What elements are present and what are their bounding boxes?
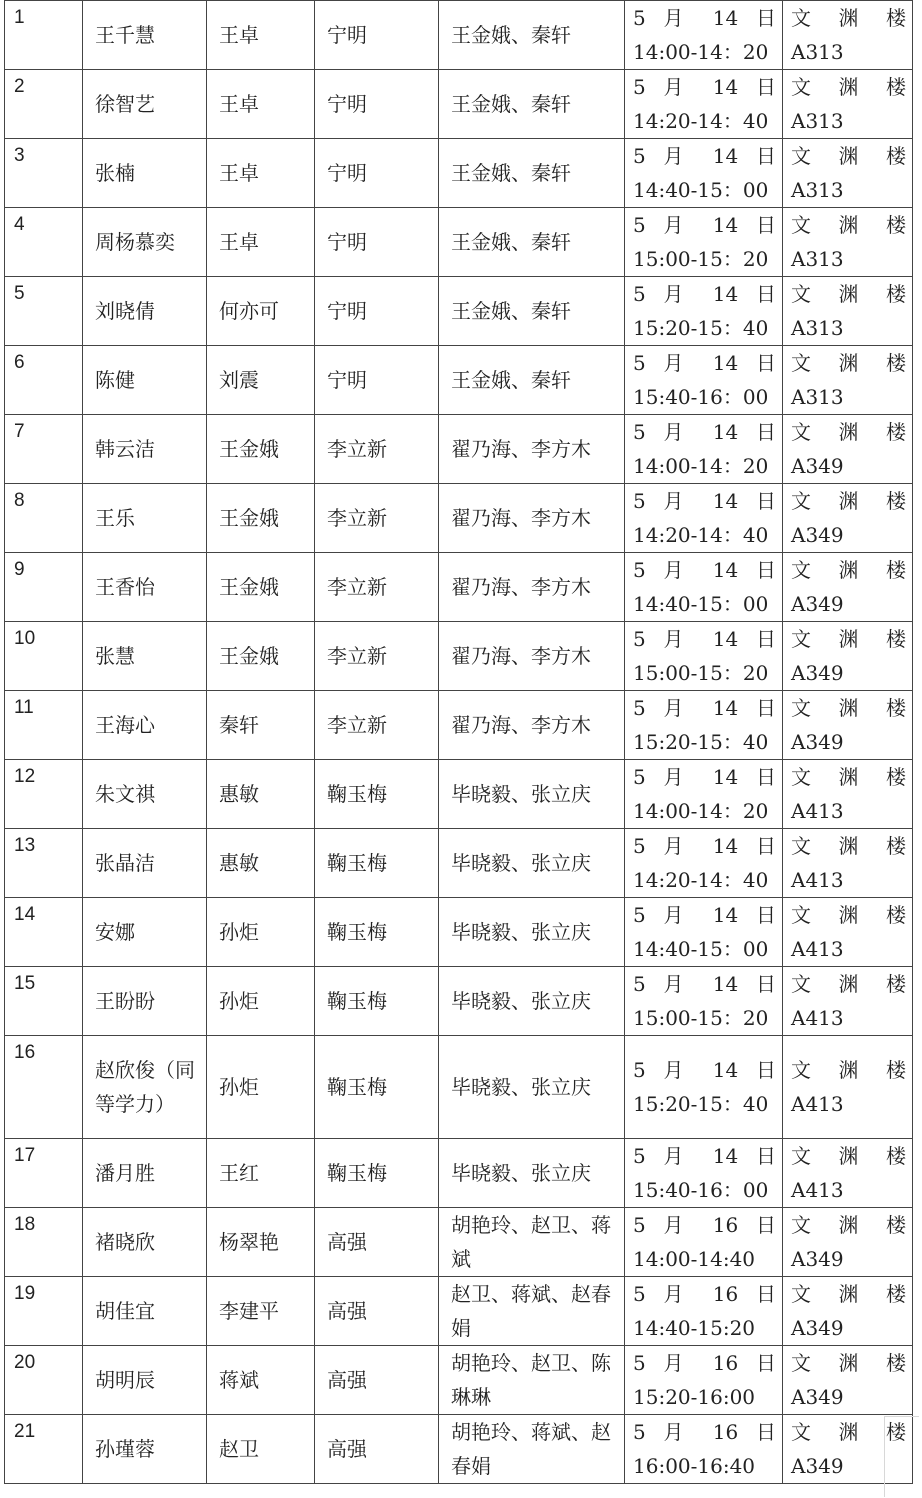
committee-members: 王金娥、秦轩 [439,346,625,415]
room-number: A413 [791,799,844,823]
table-row [5,1,913,70]
student-name: 韩云洁 [83,415,207,484]
defense-date: 5 月 14 日 [633,1144,776,1168]
advisor-name: 秦轩 [207,691,315,760]
committee-members: 胡艳玲、赵卫、蒋斌 [439,1208,625,1277]
defense-date: 5 月 14 日 [633,903,776,927]
defense-time-range: 16:00-16:40 [633,1454,756,1478]
table-row [5,346,913,415]
committee-chair: 李立新 [315,415,439,484]
room-number: A313 [791,385,844,409]
table-row [5,1415,913,1484]
room-number: A349 [791,454,844,478]
defense-date: 5 月 14 日 [633,75,776,99]
committee-members: 胡艳玲、蒋斌、赵春娟 [439,1415,625,1484]
room-number: A349 [791,730,844,754]
defense-location [783,1036,913,1139]
committee-members: 翟乃海、李方木 [439,691,625,760]
defense-time [625,1139,783,1208]
advisor-name: 李建平 [207,1277,315,1346]
table-row [5,967,913,1036]
room-number: A413 [791,937,844,961]
student-name: 陈健 [83,346,207,415]
row-number: 14 [5,898,83,967]
committee-members: 王金娥、秦轩 [439,70,625,139]
room-number: A413 [791,868,844,892]
defense-time-range: 14:00-14：20 [633,799,769,823]
row-number: 10 [5,622,83,691]
room-number: A349 [791,592,844,616]
defense-date: 5 月 14 日 [633,144,776,168]
advisor-name: 王卓 [207,139,315,208]
student-name: 张晶洁 [83,829,207,898]
room-number: A313 [791,247,844,271]
building-name: 文 渊 楼 [791,282,906,306]
committee-chair: 宁明 [315,70,439,139]
building-name: 文 渊 楼 [791,627,906,651]
defense-time [625,898,783,967]
defense-time [625,346,783,415]
committee-members: 赵卫、蒋斌、赵春娟 [439,1277,625,1346]
defense-location [783,1277,913,1346]
defense-time [625,1415,783,1484]
defense-time [625,622,783,691]
committee-members: 王金娥、秦轩 [439,139,625,208]
committee-chair: 宁明 [315,139,439,208]
committee-chair: 李立新 [315,484,439,553]
defense-date: 5 月 14 日 [633,6,776,30]
student-name: 安娜 [83,898,207,967]
defense-date: 5 月 14 日 [633,834,776,858]
room-number: A413 [791,1092,844,1116]
student-name: 赵欣俊（同等学力） [83,1036,207,1139]
building-name: 文 渊 楼 [791,489,906,513]
advisor-name: 王金娥 [207,415,315,484]
building-name: 文 渊 楼 [791,696,906,720]
defense-time-range: 14:00-14：20 [633,454,769,478]
committee-chair: 鞠玉梅 [315,967,439,1036]
row-number: 4 [5,208,83,277]
defense-time [625,415,783,484]
defense-location [783,553,913,622]
defense-time-range: 15:20-15：40 [633,1092,769,1116]
table-row [5,70,913,139]
defense-time-range: 15:00-15：20 [633,661,769,685]
table-row [5,277,913,346]
defense-date: 5 月 14 日 [633,213,776,237]
defense-date: 5 月 16 日 [633,1282,776,1306]
advisor-name: 孙炬 [207,1036,315,1139]
committee-chair: 宁明 [315,208,439,277]
advisor-name: 孙炬 [207,967,315,1036]
defense-time-range: 15:00-15：20 [633,1006,769,1030]
student-name: 潘月胜 [83,1139,207,1208]
committee-members: 毕晓毅、张立庆 [439,1036,625,1139]
corner-marker [884,1416,919,1497]
defense-time [625,829,783,898]
defense-date: 5 月 14 日 [633,972,776,996]
committee-chair: 李立新 [315,691,439,760]
committee-members: 翟乃海、李方木 [439,484,625,553]
building-name: 文 渊 楼 [791,972,906,996]
building-name: 文 渊 楼 [791,75,906,99]
building-name: 文 渊 楼 [791,1058,906,1082]
row-number: 19 [5,1277,83,1346]
room-number: A413 [791,1006,844,1030]
committee-chair: 鞠玉梅 [315,829,439,898]
building-name: 文 渊 楼 [791,1144,906,1168]
student-name: 孙瑾蓉 [83,1415,207,1484]
defense-time [625,760,783,829]
row-number: 1 [5,1,83,70]
committee-chair: 鞠玉梅 [315,1036,439,1139]
defense-time-range: 15:20-15：40 [633,316,769,340]
student-name: 朱文祺 [83,760,207,829]
defense-time [625,208,783,277]
defense-time-range: 14:20-14：40 [633,868,769,892]
committee-members: 王金娥、秦轩 [439,277,625,346]
defense-time-range: 15:20-16:00 [633,1385,756,1409]
student-name: 王盼盼 [83,967,207,1036]
defense-date: 5 月 14 日 [633,351,776,375]
student-name: 胡佳宜 [83,1277,207,1346]
building-name: 文 渊 楼 [791,1282,906,1306]
row-number: 18 [5,1208,83,1277]
defense-location [783,1208,913,1277]
defense-date: 5 月 14 日 [633,765,776,789]
defense-location [783,622,913,691]
table-row [5,1208,913,1277]
defense-location [783,1139,913,1208]
defense-schedule-table [4,0,913,1484]
defense-time [625,484,783,553]
defense-location [783,70,913,139]
room-number: A313 [791,178,844,202]
defense-time [625,1036,783,1139]
defense-location [783,415,913,484]
defense-time-range: 15:40-16：00 [633,385,769,409]
room-number: A313 [791,109,844,133]
advisor-name: 何亦可 [207,277,315,346]
student-name: 胡明辰 [83,1346,207,1415]
table-row [5,1346,913,1415]
table-row [5,829,913,898]
defense-time [625,1,783,70]
defense-time [625,1208,783,1277]
row-number: 5 [5,277,83,346]
table-row [5,898,913,967]
committee-chair: 高强 [315,1277,439,1346]
room-number: A349 [791,1247,844,1271]
row-number: 9 [5,553,83,622]
building-name: 文 渊 楼 [791,903,906,927]
advisor-name: 王卓 [207,208,315,277]
advisor-name: 杨翠艳 [207,1208,315,1277]
row-number: 3 [5,139,83,208]
defense-date: 5 月 16 日 [633,1213,776,1237]
committee-members: 毕晓毅、张立庆 [439,760,625,829]
defense-time [625,553,783,622]
table-row [5,1036,913,1139]
row-number: 17 [5,1139,83,1208]
advisor-name: 王卓 [207,70,315,139]
row-number: 21 [5,1415,83,1484]
defense-location [783,484,913,553]
advisor-name: 惠敏 [207,760,315,829]
table-row [5,760,913,829]
building-name: 文 渊 楼 [791,1351,906,1375]
defense-date: 5 月 16 日 [633,1420,776,1444]
committee-chair: 高强 [315,1415,439,1484]
advisor-name: 赵卫 [207,1415,315,1484]
row-number: 16 [5,1036,83,1139]
room-number: A313 [791,40,844,64]
defense-date: 5 月 14 日 [633,282,776,306]
defense-date: 5 月 16 日 [633,1351,776,1375]
defense-date: 5 月 14 日 [633,696,776,720]
defense-location [783,760,913,829]
table-row [5,553,913,622]
building-name: 文 渊 楼 [791,834,906,858]
defense-date: 5 月 14 日 [633,420,776,444]
building-name: 文 渊 楼 [791,558,906,582]
committee-chair: 鞠玉梅 [315,760,439,829]
student-name: 张慧 [83,622,207,691]
room-number: A349 [791,661,844,685]
advisor-name: 王卓 [207,1,315,70]
committee-members: 毕晓毅、张立庆 [439,829,625,898]
defense-location [783,1346,913,1415]
committee-chair: 高强 [315,1346,439,1415]
advisor-name: 蒋斌 [207,1346,315,1415]
committee-members: 翟乃海、李方木 [439,622,625,691]
defense-location [783,691,913,760]
defense-time [625,139,783,208]
defense-time-range: 14:00-14:40 [633,1247,756,1271]
student-name: 徐智艺 [83,70,207,139]
defense-date: 5 月 14 日 [633,558,776,582]
defense-time [625,1277,783,1346]
defense-time [625,691,783,760]
room-number: A349 [791,523,844,547]
defense-location [783,829,913,898]
table-row [5,622,913,691]
table-row [5,484,913,553]
row-number: 7 [5,415,83,484]
defense-location [783,139,913,208]
building-name: 文 渊 楼 [791,213,906,237]
row-number: 6 [5,346,83,415]
building-name: 文 渊 楼 [791,1213,906,1237]
defense-date: 5 月 14 日 [633,489,776,513]
advisor-name: 王金娥 [207,622,315,691]
committee-chair: 高强 [315,1208,439,1277]
building-name: 文 渊 楼 [791,765,906,789]
table-row [5,1277,913,1346]
table-row [5,208,913,277]
defense-time-range: 14:40-15：00 [633,178,769,202]
advisor-name: 王金娥 [207,484,315,553]
building-name: 文 渊 楼 [791,1420,906,1444]
student-name: 张楠 [83,139,207,208]
table-row [5,415,913,484]
defense-location [783,898,913,967]
row-number: 12 [5,760,83,829]
defense-date: 5 月 14 日 [633,1058,776,1082]
room-number: A313 [791,316,844,340]
row-number: 11 [5,691,83,760]
committee-chair: 鞠玉梅 [315,898,439,967]
student-name: 王海心 [83,691,207,760]
student-name: 王千慧 [83,1,207,70]
row-number: 2 [5,70,83,139]
defense-location [783,277,913,346]
room-number: A349 [791,1454,844,1478]
defense-time [625,967,783,1036]
building-name: 文 渊 楼 [791,6,906,30]
defense-time-range: 14:00-14：20 [633,40,769,64]
row-number: 8 [5,484,83,553]
defense-location [783,1,913,70]
defense-location [783,346,913,415]
defense-time [625,70,783,139]
table-row [5,139,913,208]
committee-chair: 宁明 [315,346,439,415]
committee-members: 毕晓毅、张立庆 [439,1139,625,1208]
defense-time-range: 14:40-15：00 [633,592,769,616]
room-number: A413 [791,1178,844,1202]
advisor-name: 王红 [207,1139,315,1208]
building-name: 文 渊 楼 [791,351,906,375]
committee-members: 翟乃海、李方木 [439,553,625,622]
defense-location [783,208,913,277]
defense-time-range: 14:20-14：40 [633,109,769,133]
student-name: 王香怡 [83,553,207,622]
committee-chair: 宁明 [315,277,439,346]
committee-chair: 李立新 [315,622,439,691]
advisor-name: 刘震 [207,346,315,415]
advisor-name: 惠敏 [207,829,315,898]
advisor-name: 孙炬 [207,898,315,967]
building-name: 文 渊 楼 [791,144,906,168]
committee-chair: 鞠玉梅 [315,1139,439,1208]
defense-location [783,967,913,1036]
defense-time [625,1346,783,1415]
committee-members: 胡艳玲、赵卫、陈琳琳 [439,1346,625,1415]
row-number: 20 [5,1346,83,1415]
defense-time-range: 14:20-14：40 [633,523,769,547]
student-name: 刘晓倩 [83,277,207,346]
defense-time-range: 15:00-15：20 [633,247,769,271]
defense-time-range: 15:40-16：00 [633,1178,769,1202]
defense-time-range: 14:40-15:20 [633,1316,756,1340]
row-number: 15 [5,967,83,1036]
student-name: 周杨慕奕 [83,208,207,277]
committee-members: 王金娥、秦轩 [439,208,625,277]
committee-chair: 李立新 [315,553,439,622]
committee-members: 毕晓毅、张立庆 [439,898,625,967]
committee-chair: 宁明 [315,1,439,70]
table-row [5,1139,913,1208]
committee-members: 毕晓毅、张立庆 [439,967,625,1036]
table-row [5,691,913,760]
defense-time [625,277,783,346]
room-number: A349 [791,1385,844,1409]
student-name: 褚晓欣 [83,1208,207,1277]
room-number: A349 [791,1316,844,1340]
defense-time-range: 15:20-15：40 [633,730,769,754]
row-number: 13 [5,829,83,898]
defense-date: 5 月 14 日 [633,627,776,651]
building-name: 文 渊 楼 [791,420,906,444]
advisor-name: 王金娥 [207,553,315,622]
committee-members: 翟乃海、李方木 [439,415,625,484]
schedule-body [5,1,913,1484]
student-name: 王乐 [83,484,207,553]
defense-time-range: 14:40-15：00 [633,937,769,961]
committee-members: 王金娥、秦轩 [439,1,625,70]
